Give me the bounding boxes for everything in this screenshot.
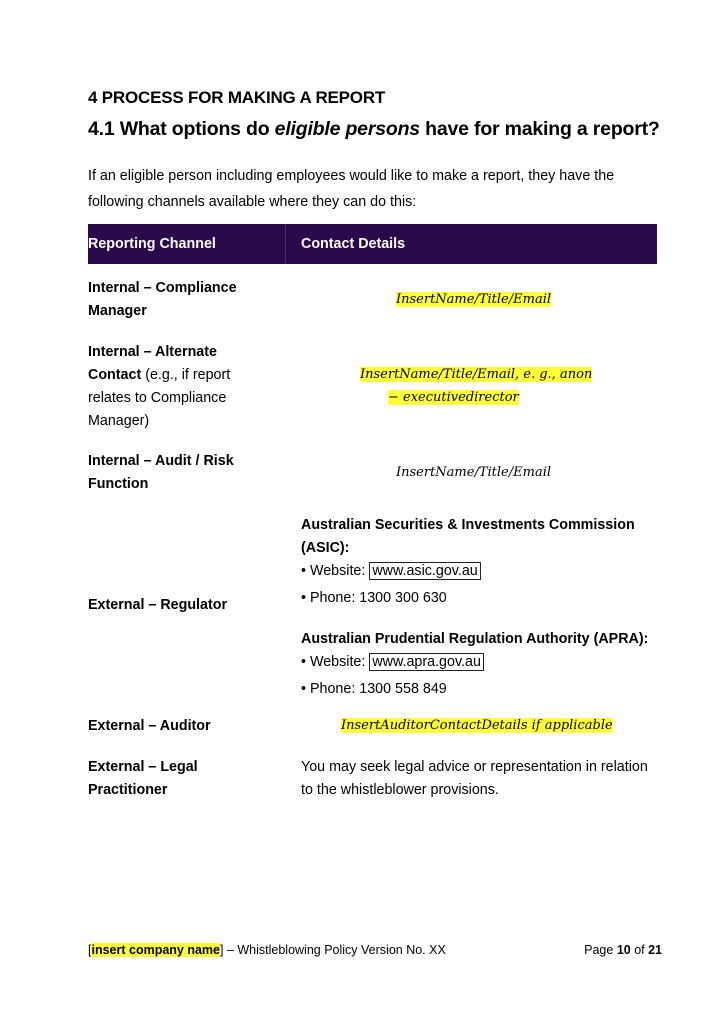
row-contact-compliance-manager xyxy=(396,289,551,311)
row-contact-auditor: InsertAuditorContactDetails if applicable xyxy=(341,718,613,733)
regulator-asic xyxy=(301,514,661,610)
table-header xyxy=(88,224,657,264)
alternate-contact-note: (e.g., if report relates to Compliance Manager) xyxy=(88,367,231,429)
row-label-compliance-manager: Internal – Compliance Manager xyxy=(88,280,237,319)
row-contact-legal-practitioner: You may seek legal advice or representation in relation to the whistleblower provisions. xyxy=(301,759,648,798)
section-title: 4 PROCESS FOR MAKING A REPORT xyxy=(88,88,386,107)
current-page: 10 xyxy=(616,943,631,957)
subsection-prefix: 4.1 What options do xyxy=(88,118,275,140)
header-contact-details: Contact Details xyxy=(301,236,406,252)
regulator-apra xyxy=(301,628,661,701)
subsection-title xyxy=(88,118,660,141)
total-pages: 21 xyxy=(648,943,662,957)
apra-website-link[interactable]: www.apra.gov.au xyxy=(369,653,484,671)
header-divider xyxy=(285,224,286,264)
company-name-placeholder: insert company name xyxy=(91,943,220,957)
asic-website-link[interactable]: www.asic.gov.au xyxy=(369,562,480,580)
regulator-website-line: • Website: www.apra.gov.au xyxy=(301,651,661,674)
regulator-name: Australian Securities & Investments Commission (ASIC): xyxy=(301,517,635,556)
row-contact-alternate-line2: − executivedirector xyxy=(388,390,519,405)
row-label-auditor: External – Auditor xyxy=(88,718,211,734)
intro-paragraph: If an eligible person including employees would like to make a report, they have the following channels available where they can do this: xyxy=(88,168,615,210)
row-label-alternate-contact xyxy=(88,341,258,433)
footer-policy-info: [insert company name] – Whistleblowing Policy Version No. XX xyxy=(88,943,446,957)
row-label-legal-practitioner: External – Legal Practitioner xyxy=(88,759,198,798)
alternate-contact-bold: Internal – Alternate Contact xyxy=(88,344,217,383)
regulator-phone: • Phone: 1300 558 849 xyxy=(301,681,447,697)
subsection-suffix: have for making a report? xyxy=(419,118,660,140)
row-label-regulator: External – Regulator xyxy=(88,597,228,613)
row-contact-audit-risk: InsertName/Title/Email xyxy=(396,465,552,480)
regulator-name: Australian Prudential Regulation Authority (APRA): xyxy=(301,631,649,647)
subsection-emphasis: eligible persons xyxy=(274,118,420,140)
regulator-website-line: • Website: www.asic.gov.au xyxy=(301,560,661,583)
row-contact-alternate-line1: InsertName/Title/Email, e. g., anon xyxy=(360,367,593,382)
contact-placeholder-highlight: InsertName/Title/Email xyxy=(396,292,552,307)
regulator-phone: • Phone: 1300 300 630 xyxy=(301,590,447,606)
header-reporting-channel: Reporting Channel xyxy=(88,236,216,252)
footer-page-number: Page 10 of 21 xyxy=(584,943,662,957)
row-label-audit-risk: Internal – Audit / Risk Function xyxy=(88,453,234,492)
